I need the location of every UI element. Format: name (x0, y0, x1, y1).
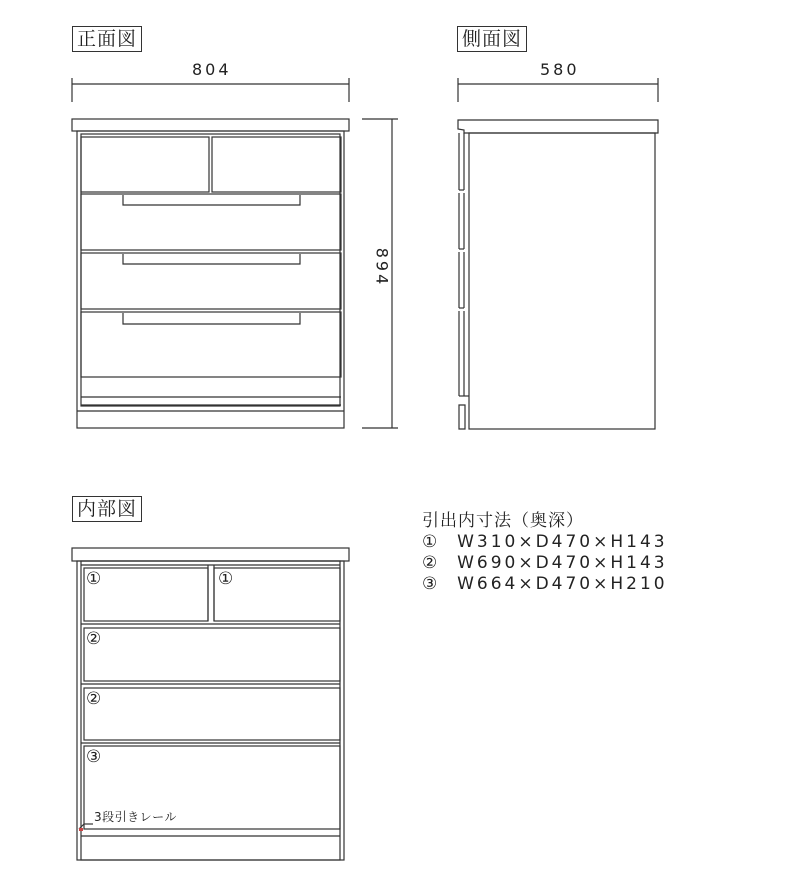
spec-row-2 (422, 553, 668, 574)
side-view-title: 側面図 (457, 26, 527, 52)
spec-row-3 (422, 574, 668, 595)
spec-size-1: W310×D470×H143 (457, 532, 668, 552)
drawer-mark-1b: ① (218, 569, 234, 589)
front-view-title: 正面図 (72, 26, 142, 52)
rail-note: 3段引きレール (94, 810, 177, 824)
front-height-dimension: 894 (372, 247, 392, 288)
spec-row-1 (422, 532, 668, 553)
drawer-mark-2b: ② (86, 689, 102, 709)
interior-view-title: 内部図 (72, 496, 142, 522)
spec-mark-2: ② (422, 553, 441, 573)
front-width-dimension: 804 (192, 60, 232, 79)
specs-title: 引出内寸法（奥深） (422, 511, 584, 531)
side-depth-dimension: 580 (540, 60, 580, 79)
drawer-mark-1a: ① (86, 569, 102, 589)
spec-size-3: W664×D470×H210 (457, 574, 668, 594)
spec-mark-1: ① (422, 532, 441, 552)
drawer-mark-3: ③ (86, 747, 102, 767)
spec-size-2: W690×D470×H143 (457, 553, 668, 573)
spec-mark-3: ③ (422, 574, 441, 594)
drawer-mark-2a: ② (86, 629, 102, 649)
